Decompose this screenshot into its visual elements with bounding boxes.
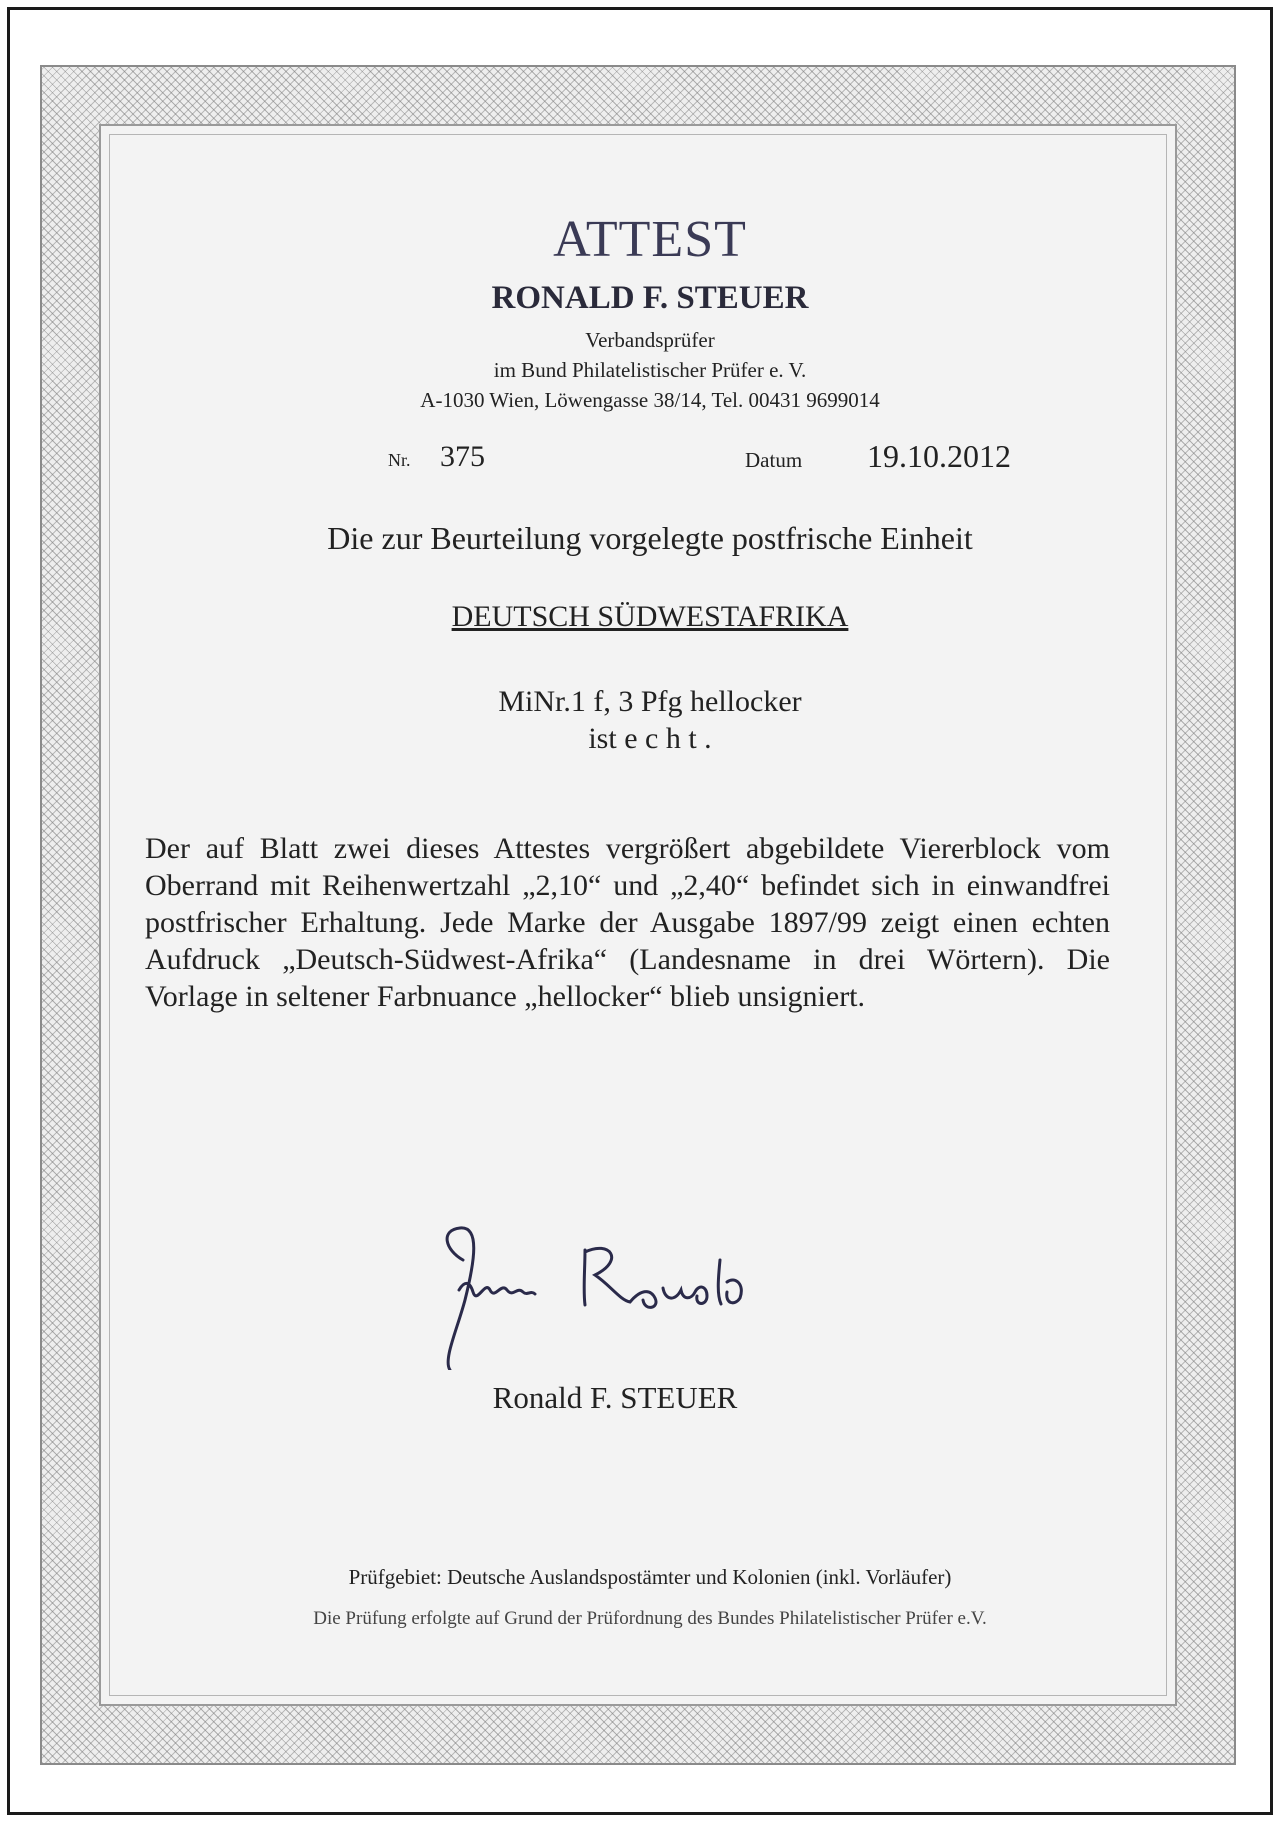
stamp-description: MiNr.1 f, 3 Pfg hellocker <box>498 685 802 718</box>
certificate-content <box>135 130 1165 1730</box>
signer-name: Ronald F. STEUER <box>492 1380 738 1415</box>
verdict: ist e c h t . <box>588 722 712 755</box>
examination-scope: Prüfgebiet: Deutsche Auslandspostämter und Kolonien (inkl. Vorläufer) <box>348 1565 952 1589</box>
certificate-date: 19.10.2012 <box>867 438 1011 474</box>
handwritten-signature <box>435 1220 765 1370</box>
country-heading: DEUTSCH SÜDWESTAFRIKA <box>451 600 849 633</box>
examiner-address: A-1030 Wien, Löwengasse 38/14, Tel. 00431 9699014 <box>420 388 880 412</box>
certificate-sheet <box>7 7 1273 1815</box>
certificate-body: Der auf Blatt zwei dieses Attestes vergrößert abgebildete Viererblock vom Oberrand mit Reihenwertzahl „2,10“ und „2,40“ befindet sich in einwandfrei postfrischer Erhaltung. Jede Marke der Ausgabe 1897/99 zeigt einen echten Aufdruck „Deutsch-Südwest-Afrika“ (Landesname in drei Wörtern). Die Vorlage in seltener Farbnuance „hellocker“ blieb unsigniert. <box>145 832 1110 1013</box>
number-label: Nr. <box>388 450 411 470</box>
intro-line: Die zur Beurteilung vorgelegte postfrische Einheit <box>327 520 973 556</box>
examination-rules-note: Die Prüfung erfolgte auf Grund der Prüfordnung des Bundes Philatelistischer Prüfer e.V. <box>313 1608 987 1629</box>
association: im Bund Philatelistischer Prüfer e. V. <box>493 358 807 382</box>
date-label: Datum <box>745 448 803 472</box>
examiner-name: RONALD F. STEUER <box>491 280 809 316</box>
certificate-number: 375 <box>440 440 485 473</box>
certificate-title: ATTEST <box>553 211 747 268</box>
examiner-role: Verbandsprüfer <box>585 328 715 352</box>
